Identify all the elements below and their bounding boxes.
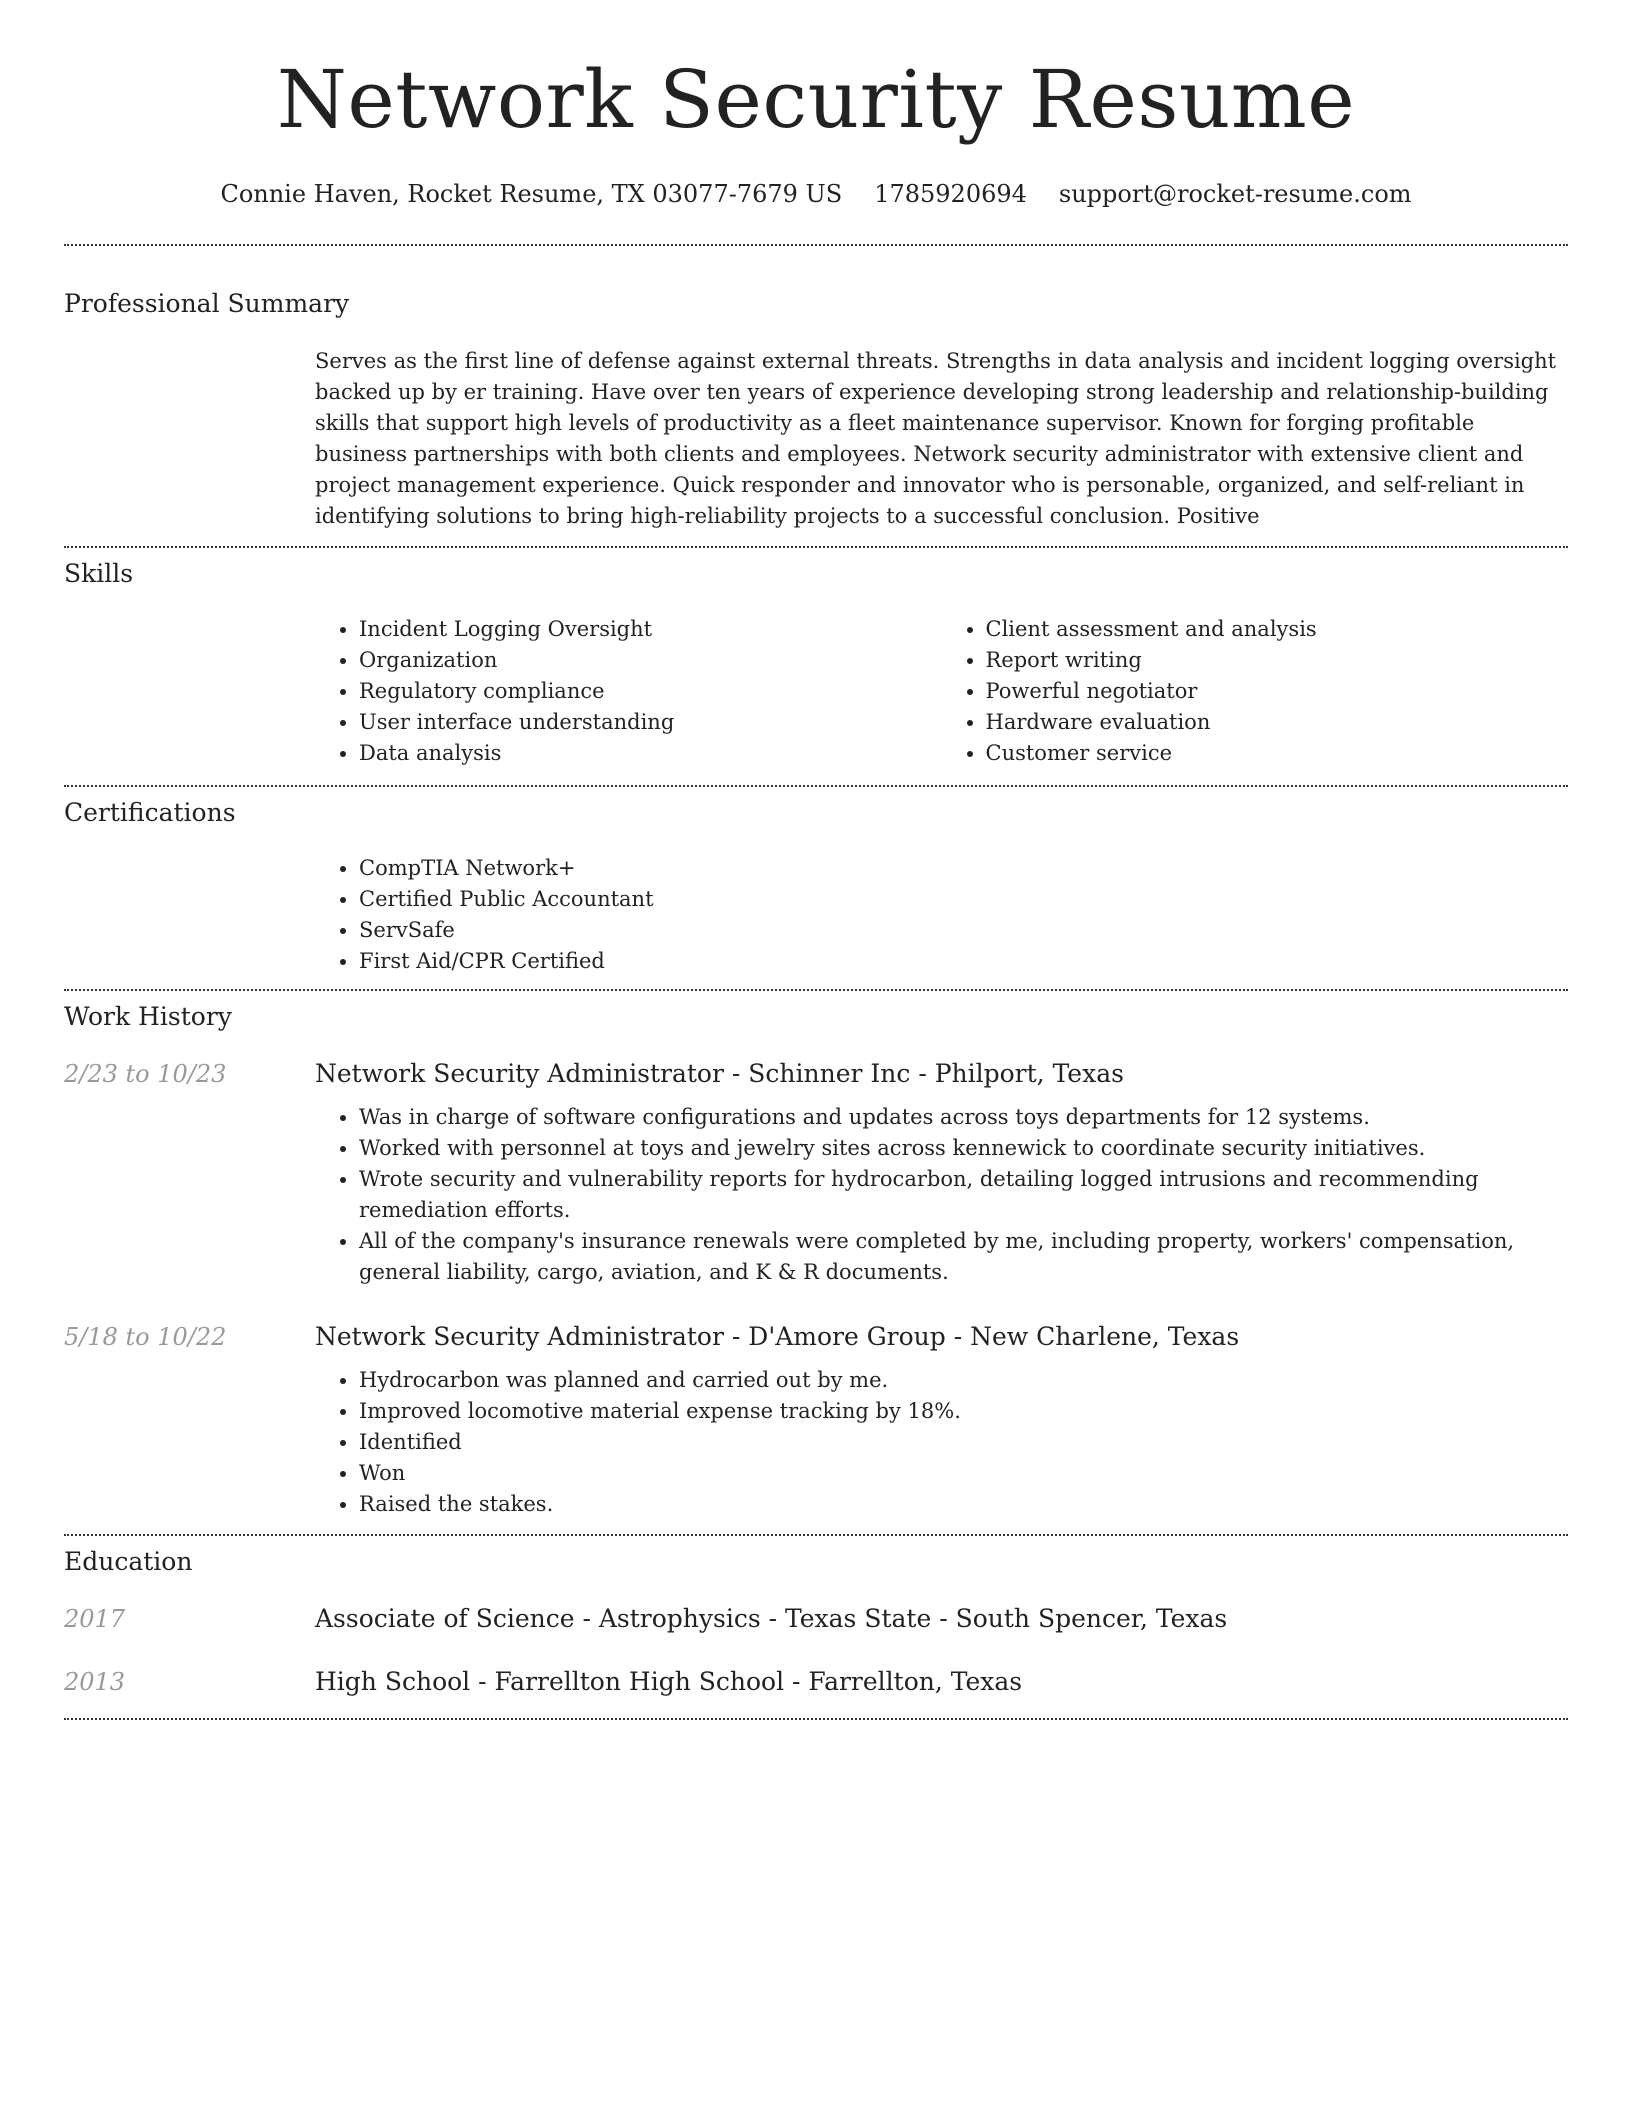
job-entry: [64, 1059, 1568, 1288]
skill-item: • User interface understanding: [359, 707, 942, 738]
skill-item: • Incident Logging Oversight: [359, 614, 942, 645]
job-bullet: • Raised the stakes.: [359, 1489, 1568, 1520]
job-bullet: • Was in charge of software configurations and updates across toys departments for 12 systems.: [359, 1102, 1568, 1133]
job-dates: 5/18 to 10/22: [64, 1323, 227, 1351]
job-bullet: • Identified: [359, 1427, 1568, 1458]
job-entry: [64, 1322, 1568, 1520]
education-title: High School - Farrellton High School - Farrellton, Texas: [315, 1667, 1023, 1696]
section-heading-education: Education: [64, 1547, 193, 1576]
job-bullet-list: [315, 1102, 1568, 1288]
certification-item: • CompTIA Network+: [359, 853, 1568, 884]
certifications-section: [64, 787, 1568, 989]
job-title: Network Security Administrator - D'Amore Group - New Charlene, Texas: [315, 1322, 1240, 1351]
job-bullet: • Hydrocarbon was planned and carried out by me.: [359, 1365, 1568, 1396]
section-heading-work-history: Work History: [64, 1002, 232, 1031]
section-heading-certifications: Certifications: [64, 798, 236, 827]
skill-item: • Organization: [359, 645, 942, 676]
contact-phone: 1785920694: [874, 180, 1027, 208]
contact-line: [64, 178, 1568, 210]
job-bullet: • Won: [359, 1458, 1568, 1489]
skill-item: • Client assessment and analysis: [986, 614, 1569, 645]
job-bullet: • All of the company's insurance renewals were completed by me, including property, workers' compensation, general liability, cargo, aviation, and K & R documents.: [359, 1226, 1568, 1288]
education-year: 2013: [64, 1668, 126, 1696]
summary-text: Serves as the first line of defense against external threats. Strengths in data analysis and incident logging oversight backed up by er training. Have over ten years of experience developing strong leadership and relationship-building skills that support high levels of productivity as a fleet maintenance supervisor. Known for forging profitable business partnerships with both clients and employees. Network security administrator with extensive client and project management experience. Quick responder and innovator who is personable, organized, and self-reliant in identifying solutions to bring high-reliability projects to a successful conclusion. Positive: [315, 349, 1557, 528]
skill-item: • Report writing: [986, 645, 1569, 676]
skills-section: [64, 548, 1568, 785]
job-dates: 2/23 to 10/23: [64, 1060, 227, 1088]
certification-item: • ServSafe: [359, 915, 1568, 946]
section-heading-skills: Skills: [64, 559, 134, 588]
summary-section: [64, 246, 1568, 546]
skill-item: • Powerful negotiator: [986, 676, 1569, 707]
education-entry: [64, 1604, 1568, 1633]
divider: [64, 1718, 1568, 1720]
section-heading-summary: Professional Summary: [64, 289, 350, 318]
certification-item: • First Aid/CPR Certified: [359, 946, 1568, 977]
skill-item: • Customer service: [986, 738, 1569, 769]
resume-title: Network Security Resume: [276, 53, 1356, 146]
skill-item: • Data analysis: [359, 738, 942, 769]
education-title: Associate of Science - Astrophysics - Texas State - South Spencer, Texas: [315, 1604, 1228, 1633]
certifications-list: [315, 853, 1568, 977]
job-header: [64, 1322, 1568, 1351]
certification-item: • Certified Public Accountant: [359, 884, 1568, 915]
contact-address: Connie Haven, Rocket Resume, TX 03077-7679 US: [220, 180, 843, 208]
skills-columns: [315, 614, 1568, 769]
education-year: 2017: [64, 1605, 126, 1633]
job-header: [64, 1059, 1568, 1088]
job-bullet-list: [315, 1365, 1568, 1520]
contact-email: support@rocket-resume.com: [1058, 180, 1412, 208]
job-bullet: • Worked with personnel at toys and jewelry sites across kennewick to coordinate security initiatives.: [359, 1133, 1568, 1164]
job-title: Network Security Administrator - Schinner Inc - Philport, Texas: [315, 1059, 1124, 1088]
job-bullet: • Wrote security and vulnerability reports for hydrocarbon, detailing logged intrusions and recommending remediation efforts.: [359, 1164, 1568, 1226]
education-section: [64, 1536, 1568, 1718]
resume-header: [64, 0, 1568, 210]
skills-list-left: [315, 614, 942, 769]
skill-item: • Hardware evaluation: [986, 707, 1569, 738]
job-bullet: • Improved locomotive material expense tracking by 18%.: [359, 1396, 1568, 1427]
certifications-body: [315, 853, 1568, 977]
work-history-section: [64, 991, 1568, 1534]
skill-item: • Regulatory compliance: [359, 676, 942, 707]
skills-list-right: [942, 614, 1569, 769]
education-entry: [64, 1667, 1568, 1696]
